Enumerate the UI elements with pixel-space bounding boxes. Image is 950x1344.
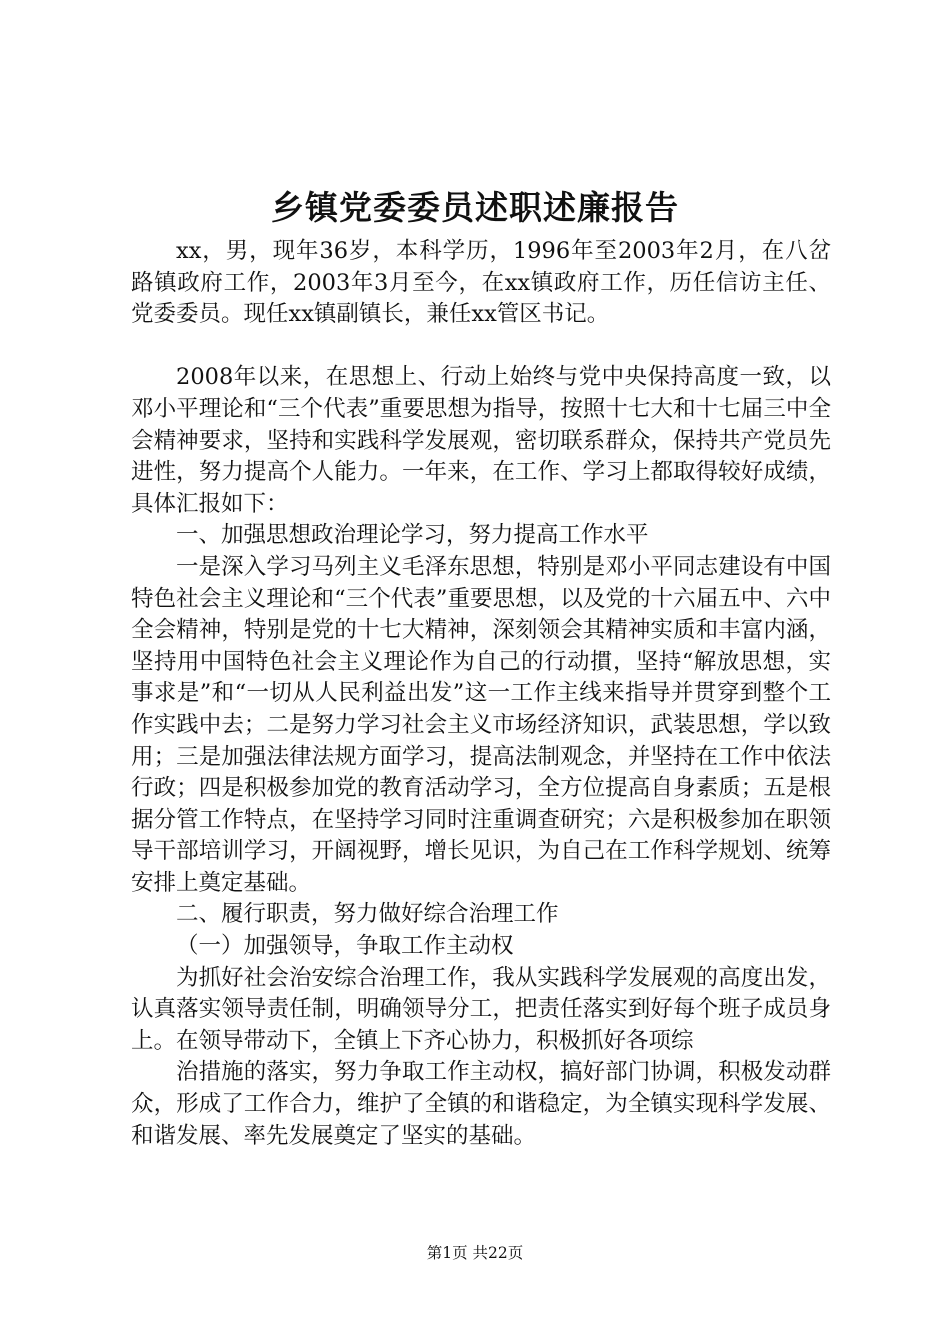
- paragraph-leadership: 为抓好社会治安综合治理工作，我从实践科学发展观的高度出发，认真落实领导责任制，明确领导分工，把责任落实到好每个班子成员身上。在领导带动下，全镇上下齐心协力，积极抓好各项综: [131, 964, 831, 1054]
- document-body: [131, 236, 831, 1152]
- paragraph-measures: 治措施的落实，努力争取工作主动权，搞好部门协调，积极发动群众，形成了工作合力，维护了全镇的和谐稳定，为全镇实现科学发展、和谐发展、率先发展奠定了坚实的基础。: [131, 1059, 831, 1149]
- document-title: 乡镇党委委员述职述廉报告: [271, 188, 679, 227]
- page-footer: [0, 1242, 950, 1264]
- paragraph-spacer: [131, 331, 831, 363]
- paragraph-overview: 2008年以来，在思想上、行动上始终与党中央保持高度一致，以邓小平理论和“三个代表”重要思想为指导，按照十七大和十七届三中全会精神要求，坚持和实践科学发展观，密切联系群众，保持共产党员先进性，努力提高个人能力。一年来，在工作、学习上都取得较好成绩，具体汇报如下：: [131, 364, 831, 517]
- paragraph-intro: xx，男，现年36岁，本科学历，1996年至2003年2月，在八岔路镇政府工作，2003年3月至今，在xx镇政府工作，历任信访主任、党委委员。现任xx镇副镇长，兼任xx管区书记。: [131, 238, 831, 328]
- subsection-heading-1: （一）加强领导，争取工作主动权: [176, 933, 514, 960]
- page-number: 第1页 共22页: [426, 1244, 524, 1262]
- paragraph-study: 一是深入学习马列主义毛泽东思想，特别是邓小平同志建设有中国特色社会主义理论和“三个代表”重要思想，以及党的十六届五中、六中全会精神，特别是党的十七大精神，深刻领会其精神实质和丰富内涵，坚持用中国特色社会主义理论作为自己的行动摜，坚持“解放思想，实事求是”和“一切从人民利益出发”这一工作主线来指导并贯穿到整个工作实践中去；二是努力学习社会主义市场经济知识，武装思想，学以致用；三是加强法律法规方面学习，提高法制观念，并坚持在工作中依法行政；四是积极参加党的教育活动学习，全方位提高自身素质；五是根据分管工作特点，在坚持学习同时注重调查研究；六是积极参加在职领导干部培训学习，开阔视野，增长见识，为自己在工作科学规划、统筹安排上奠定基础。: [131, 553, 831, 896]
- section-heading-2: 二、履行职责，努力做好综合治理工作: [176, 901, 559, 928]
- section-heading-1: 一、加强思想政治理论学习，努力提高工作水平: [176, 522, 649, 549]
